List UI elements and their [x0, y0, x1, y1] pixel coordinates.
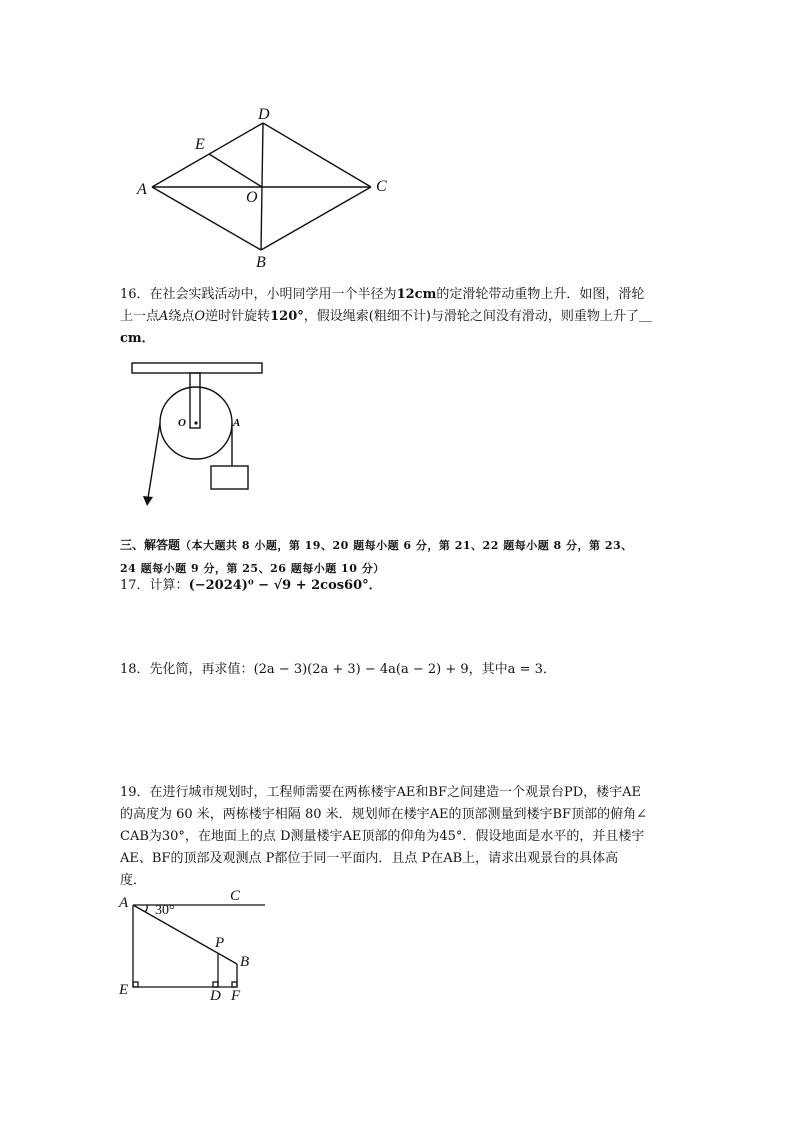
fig19-label-a: A [119, 895, 129, 911]
q18-number: 18． [120, 662, 150, 677]
q18-expression: (2a − 3)(2a + 3) − 4a(a − 2) + 9，其中a = 3． [253, 662, 556, 677]
q19-number: 19． [120, 785, 150, 800]
q16-text-1b: 的定滑轮带动重物上升．如图，滑轮 [436, 287, 645, 302]
q17-number: 17． [120, 578, 150, 593]
angle-arc-cab [145, 905, 147, 912]
label-c: C [376, 178, 387, 195]
label-a: A [137, 181, 147, 198]
q19-line-4: AE、BF的顶部及观测点 P都位于同一平面内．且点 P在AB上，请求出观景台的具体高 [120, 851, 619, 866]
fig19-label-c: C [230, 888, 241, 904]
q17-prefix: 计算： [149, 578, 189, 593]
right-angle-f [232, 982, 237, 987]
pulley-label-a: A [233, 417, 241, 429]
right-angle-d [213, 982, 218, 987]
section-3-title: 三、解答题 [120, 538, 181, 552]
right-angle-e [133, 982, 138, 987]
fig19-label-d: D [210, 988, 221, 1004]
q16-radius: 12cm [396, 287, 437, 302]
label-d: D [258, 106, 270, 123]
q16-text-1: 在社会实践活动中，小明同学用一个半径为 [149, 287, 397, 302]
section-3-note-1: （本大题共 8 小题，第 19、20 题每小题 6 分，第 21、22 题每小题 8 分，第 23、 [180, 539, 633, 552]
label-b: B [256, 254, 266, 271]
section-3-note-2: 24 题每小题 9 分，第 25、26 题每小题 10 分） [120, 562, 385, 575]
label-o: O [246, 189, 258, 206]
q16-point-o: O [194, 309, 206, 324]
q16-text-2a: 上一点 [120, 309, 160, 324]
q19-line-1: 在进行城市规划时，工程师需要在两栋楼宇AE和BF之间建造一个观景台PD，楼宇AE [149, 785, 642, 800]
q16-unit: cm． [120, 331, 155, 346]
q16-answer-blank[interactable]: ＿ [638, 309, 652, 324]
fig19-label-b: B [240, 954, 250, 970]
fig19-label-e: E [119, 982, 129, 998]
fig19-label-f: F [231, 988, 241, 1004]
q19-line-3: CAB为30°，在地面上的点 D测量楼宇AE顶部的仰角为45°．假设地面是水平的，并且楼宇 [120, 829, 645, 844]
q19-line-2: 的高度为 60 米，两栋楼宇相隔 80 米．规划师在楼宇AE的顶部测量到楼宇BF顶部的俯角∠ [120, 807, 647, 822]
q17-expression: (−2024)⁰ − √9 + 2cos60°． [188, 578, 382, 593]
fig19-angle-label: 30° [155, 903, 175, 918]
q16-angle: 120° [270, 309, 304, 324]
q16-text-2b: 绕点 [168, 309, 195, 324]
pulley-label-o: O [178, 417, 186, 429]
q16-text-2c: 逆时针旋转 [205, 309, 271, 324]
q16-number: 16． [120, 287, 150, 302]
label-e: E [195, 136, 205, 153]
q18-prefix: 先化简，再求值： [149, 662, 254, 677]
q19-line-5: 度． [120, 873, 147, 888]
q16-point-a: A [159, 309, 169, 324]
q16-text-2d: ，假设绳索(粗细不计)与滑轮之间没有滑动，则重物上升了 [303, 309, 639, 324]
fig19-label-p: P [215, 935, 225, 951]
